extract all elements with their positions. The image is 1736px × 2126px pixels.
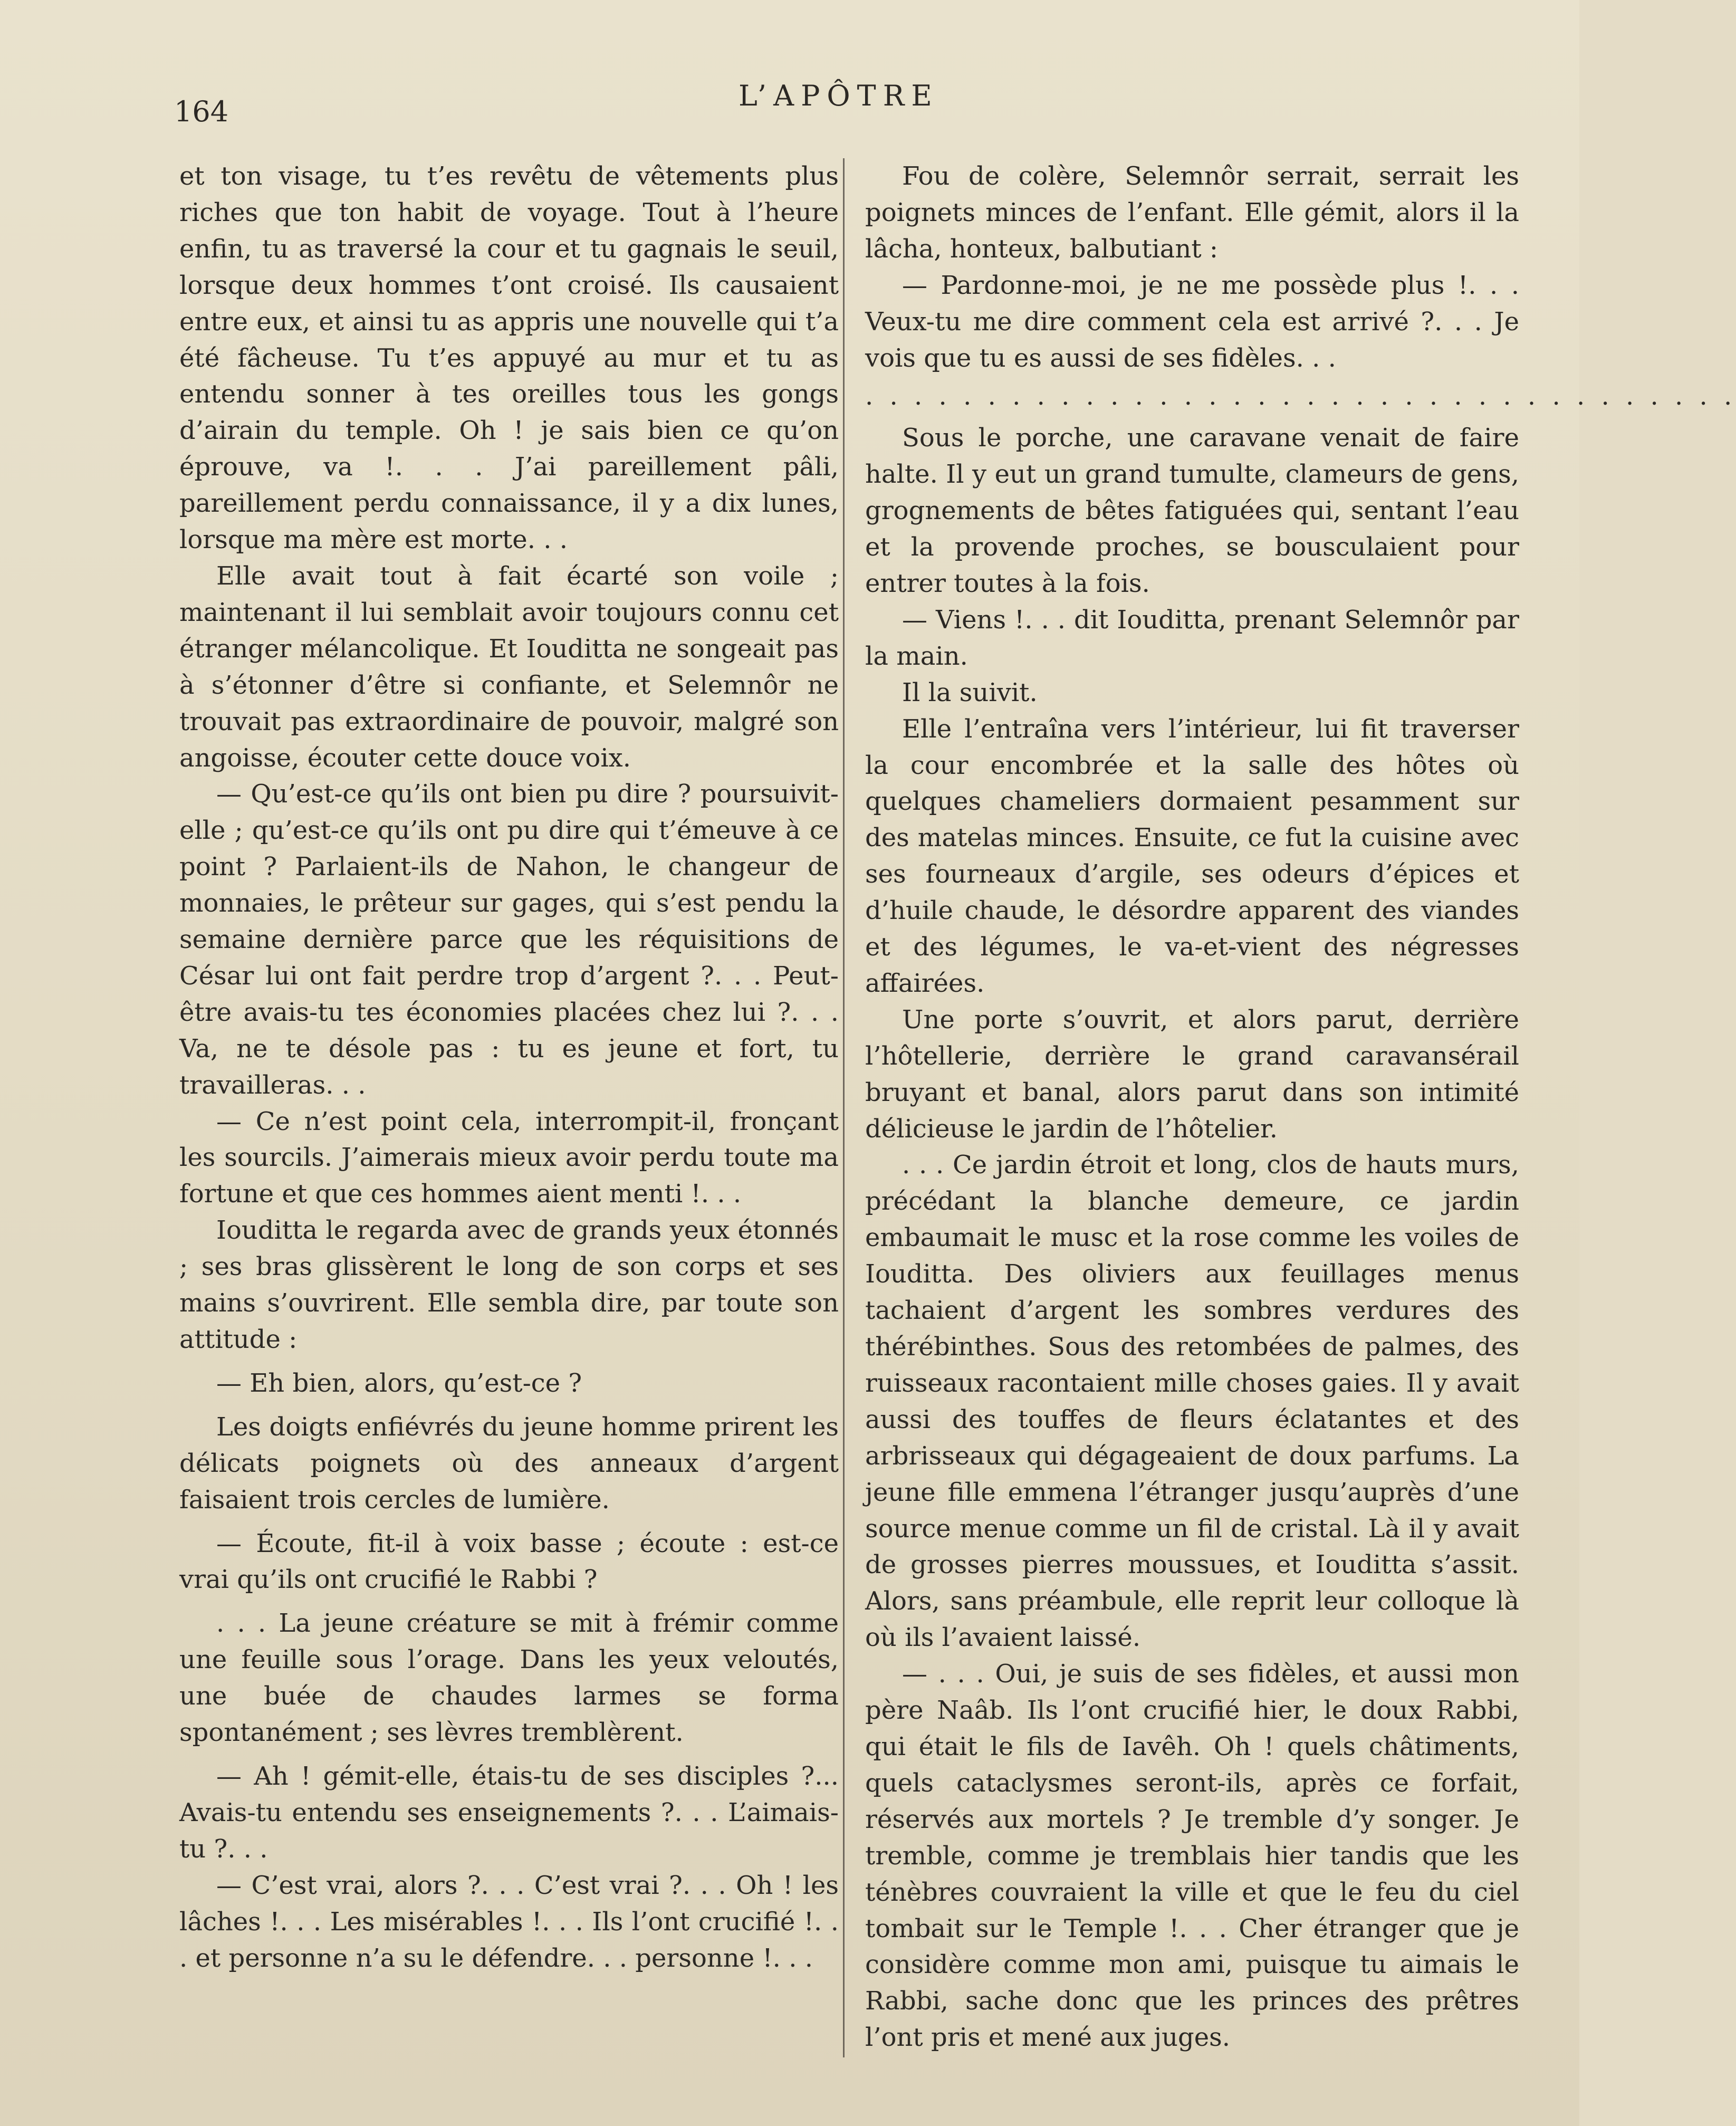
paragraph: Sous le porche, une caravane venait de faire halte. Il y eut un grand tumulte, clameurs de gens, grognements de bêtes fatiguées qui, sentant l’eau et la provende proches, se bousculaient pour entrer toutes à la fois. bbox=[865, 423, 1519, 598]
paragraph: — Pardonne-moi, je ne me possède plus !. . . Veux-tu me dire comment cela est arrivé ?. . . Je vois que tu es aussi de ses fidèles. . . bbox=[865, 270, 1519, 373]
paragraph: — Ah ! gémit-elle, étais-tu de ses disciples ?... Avais-tu entendu ses enseignements ?. . . L’aimais-tu ?. . . bbox=[179, 1761, 839, 1864]
paragraph: Iouditta le regarda avec de grands yeux étonnés ; ses bras glissèrent le long de son corps et ses mains s’ouvrirent. Elle sembla dire, par toute son attitude : bbox=[179, 1215, 839, 1354]
paragraph: — Qu’est-ce qu’ils ont bien pu dire ? poursuivit-elle ; qu’est-ce qu’ils ont pu dire qui t’émeuve à ce point ? Parlaient-ils de Nahon, le changeur de monnaies, le prêteur sur gages, qui s’est pendu la semaine dernière parce que les réquisitions de César lui ont fait perdre trop d’argent ?. . . Peut-être avais-tu tes économies placées chez lui ?. . . Va, ne te désole pas : tu es jeune et fort, tu travailleras. . . bbox=[179, 779, 839, 1100]
paragraph: — Ce n’est point cela, interrompit-il, fronçant les sourcils. J’aimerais mieux avoir perdu toute ma fortune et que ces hommes aient menti !. . . bbox=[179, 1106, 839, 1209]
paragraph: — Viens !. . . dit Iouditta, prenant Selemnôr par la main. bbox=[865, 605, 1519, 671]
right-column bbox=[865, 158, 1736, 2056]
paragraph: Elle avait tout à fait écarté son voile ; maintenant il lui semblait avoir toujours connu cet étranger mélancolique. Et Iouditta ne songeait pas à s’étonner d’être si confiante, et Selemnôr ne trouvait pas extraordinaire de pouvoir, malgré son angoisse, écouter cette douce voix. bbox=[179, 561, 839, 773]
left-column bbox=[179, 158, 839, 1976]
paragraph: Une porte s’ouvrit, et alors parut, derrière l’hôtellerie, derrière le grand caravansérail bruyant et banal, alors parut dans son intimité délicieuse le jardin de l’hôtelier. bbox=[865, 1004, 1519, 1144]
column-divider bbox=[843, 158, 845, 2057]
paragraph: et ton visage, tu t’es revêtu de vêtements plus riches que ton habit de voyage. Tout à l’heure enfin, tu as traversé la cour et tu gagnais le seuil, lorsque deux hommes t’ont croisé. Ils causaient entre eux, et ainsi tu as appris une nouvelle qui t’a été fâcheuse. Tu t’es appuyé au mur et tu as entendu sonner à tes oreilles tous les gongs d’airain du temple. Oh ! je sais bien ce qu’on éprouve, va !. . . J’ai pareillement pâli, pareillement perdu connaissance, il y a dix lunes, lorsque ma mère est morte. . . bbox=[179, 161, 839, 555]
paragraph: — Écoute, fit-il à voix basse ; écoute : est-ce vrai qu’ils ont crucifié le Rabbi ? bbox=[179, 1528, 839, 1595]
paragraph: Il la suivit. bbox=[902, 677, 1038, 707]
paragraph: . . . Ce jardin étroit et long, clos de hauts murs, précédant la blanche demeure, ce jardin embaumait le musc et la rose comme les voiles de Iouditta. Des oliviers aux feuillages menus tachaient d’argent les sombres verdures des thérébinthes. Sous des retombées de palmes, des ruisseaux racontaient mille choses gaies. Il y avait aussi des touffes de fleurs éclatantes et des arbrisseaux qui dégageaient de doux parfums. La jeune fille emmena l’étranger jusqu’auprès d’une source menue comme un fil de cristal. Là il y avait de grosses pierres moussues, et Iouditta s’assit. Alors, sans préambule, elle reprit leur colloque là où ils l’avaient laissé. bbox=[865, 1150, 1519, 1653]
paragraph: — . . . Oui, je suis de ses fidèles, et aussi mon père Naâb. Ils l’ont crucifié hier, le doux Rabbi, qui était le fils de Iavêh. Oh ! quels châtiments, quels cataclysmes seront-ils, après ce forfait, réservés aux mortels ? Je tremble d’y songer. Je tremble, comme je tremblais hier tandis que les ténèbres couvraient la ville et que le feu du ciel tombait sur le Temple !. . . Cher étranger que je considère comme mon ami, puisque tu aimais le Rabbi, sache donc que les princes des prêtres l’ont pris et mené aux juges. bbox=[865, 1659, 1519, 2053]
running-title: L’APÔTRE bbox=[738, 79, 939, 112]
paragraph: Elle l’entraîna vers l’intérieur, lui fit traverser la cour encombrée et la salle des hôtes où quelques chameliers dormaient pesamment sur des matelas minces. Ensuite, ce fut la cuisine avec ses fourneaux d’argile, ses odeurs d’épices et d’huile chaude, le désordre apparent des viandes et des légumes, le va-et-vient des négresses affairées. bbox=[865, 714, 1519, 998]
paragraph: — Eh bien, alors, qu’est-ce ? bbox=[216, 1368, 582, 1398]
paragraph: . . . La jeune créature se mit à frémir comme une feuille sous l’orage. Dans les yeux veloutés, une buée de chaudes larmes se forma spontanément ; ses lèvres tremblèrent. bbox=[179, 1608, 839, 1748]
page-header bbox=[174, 79, 1500, 128]
paragraph: Les doigts enfiévrés du jeune homme prirent les délicats poignets où des anneaux d’argent faisaient trois cercles de lumière. bbox=[179, 1412, 839, 1515]
paragraph: Fou de colère, Selemnôr serrait, serrait les poignets minces de l’enfant. Elle gémit, alors il la lâcha, honteux, balbutiant : bbox=[865, 161, 1519, 264]
paragraph: — C’est vrai, alors ?. . . C’est vrai ?. . . Oh ! les lâches !. . . Les misérables !. . . Ils l’ont crucifié !. . . et personne n’a su le défendre. . . personne !. . . bbox=[179, 1870, 839, 1973]
page-number: 164 bbox=[174, 95, 229, 128]
section-break: . . . . . . . . . . . . . . . . . . . . . . . . . . . . . . . . . . . . bbox=[865, 381, 1736, 411]
